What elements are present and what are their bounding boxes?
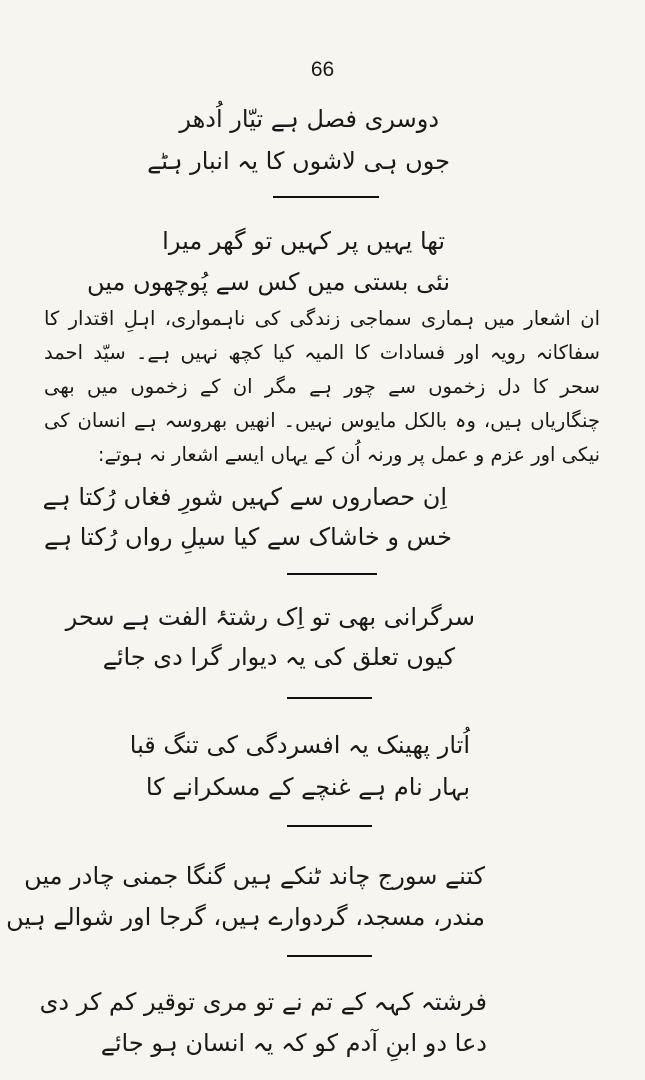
divider-rule (287, 825, 372, 827)
couplet-1-line-1: دوسری فصل ہے تیّار اُدھر (179, 105, 439, 133)
couplet-5-line-1: اُتار پھینک یہ افسردگی کی تنگ قبا (129, 731, 470, 759)
couplet-1-line-2: جوں ہی لاشوں کا یہ انبار ہٹے (147, 147, 450, 175)
couplet-4-line-1: سرگرانی بھی تو اِک رشتۂ الفت ہے سحر (65, 603, 475, 631)
couplet-6-line-1: کتنے سورج چاند ٹنکے ہیں گنگا جمنی چادر میں (24, 862, 485, 890)
divider-rule (287, 955, 372, 957)
couplet-4-line-2: کیوں تعلق کی یہ دیوار گرا دی جائے (102, 643, 455, 671)
page-number: 66 (310, 58, 335, 81)
couplet-3-line-2: خس و خاشاک سے کیا سیلِ رواں رُکتا ہے (44, 523, 452, 551)
couplet-5-line-2: بہار نام ہے غنچے کے مسکرانے کا (145, 773, 470, 801)
couplet-6-line-2: مندر، مسجد، گردوارے ہیں، گرجا اور شوالے ہیں (6, 903, 485, 931)
couplet-2-line-1: تھا یہیں پر کہیں تو گھر میرا (162, 227, 445, 255)
couplet-3-line-1: اِن حصاروں سے کہیں شورِ فغاں رُکتا ہے (42, 483, 447, 511)
couplet-7-line-1: فرشتہ کہہ کے تم نے تو مری توقیر کم کر دی (39, 988, 487, 1016)
divider-rule (287, 697, 372, 699)
couplet-2-line-2: نئی بستی میں کس سے پُوچھوں میں (87, 268, 450, 296)
prose-paragraph: ان اشعار میں ہماری سماجی زندگی کی ناہمواری، اہلِ اقتدار کا سفاکانہ رویہ اور فسادات کا المیہ کیا کچھ نہیں ہے۔ سیّد احمد سحر کا دل زخموں سے چور ہے مگر ان کے زخموں میں بھی چنگاریاں ہیں، وہ بالکل مایوس نہیں۔ انھیں بھروسہ ہے انسان کی نیکی اور عزم و عمل پر ورنہ اُن کے یہاں ایسے اشعار نہ ہوتے: (44, 307, 600, 466)
couplet-7-line-2: دعا دو ابنِ آدم کو کہ یہ انسان ہو جائے (100, 1029, 487, 1057)
divider-rule (287, 573, 377, 575)
divider-rule (273, 196, 379, 198)
